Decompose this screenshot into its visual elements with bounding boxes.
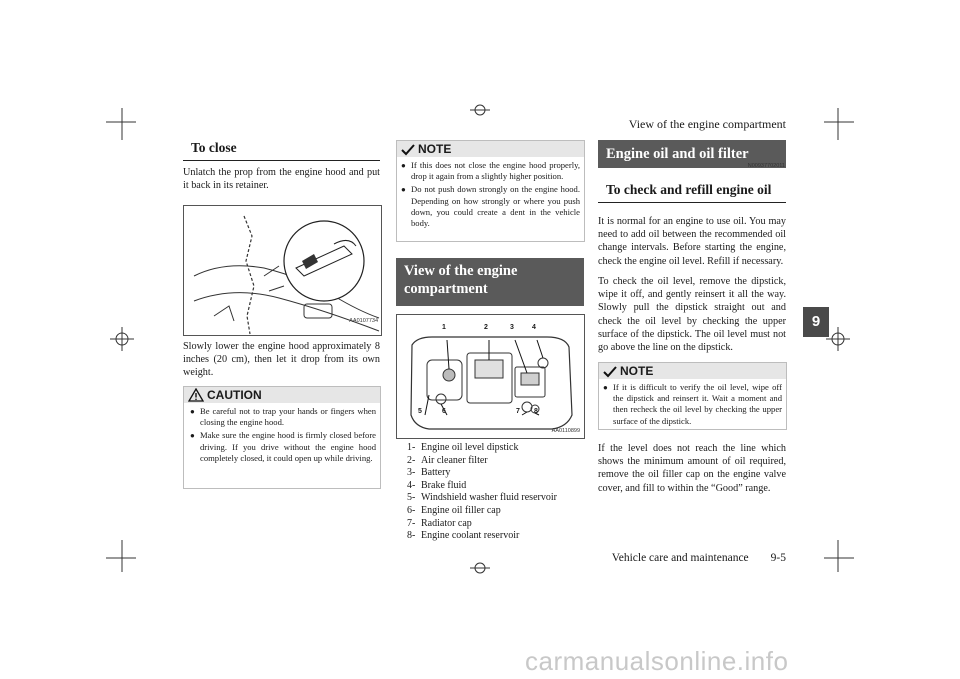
legend-item	[407, 455, 582, 468]
figure-callout-6: 6	[442, 408, 446, 415]
legend-text: Engine oil level dipstick	[421, 442, 519, 453]
note-title: NOTE	[620, 364, 654, 378]
caution-item	[190, 406, 376, 428]
figure-callouts	[396, 314, 583, 437]
legend-text: Air cleaner filter	[421, 454, 488, 466]
footer-page: 9-5	[770, 552, 786, 564]
hood-prop-figure	[183, 205, 382, 336]
figure-callout-8: 8	[534, 408, 538, 415]
legend-number: 8-	[407, 530, 416, 542]
figure-callout-7: 7	[516, 408, 520, 415]
bullet-dot-icon: ●	[190, 407, 195, 416]
running-footer	[612, 552, 786, 564]
legend-number: 4-	[407, 479, 416, 491]
legend-text: Engine oil filler cap	[421, 504, 501, 516]
caution-item	[190, 430, 376, 464]
note-check-icon	[401, 143, 415, 156]
note-box-hood	[396, 140, 585, 242]
close-instruction-para: Unlatch the prop from the engine hood and put it back in its retainer.	[183, 167, 380, 192]
component-legend	[407, 442, 582, 543]
note-item	[401, 160, 580, 182]
legend-item	[407, 492, 582, 505]
note-item	[401, 184, 580, 229]
legend-text: Engine coolant reservoir	[421, 530, 520, 542]
note-header	[397, 141, 584, 157]
note-title: NOTE	[418, 142, 452, 156]
refill-oil-para: If the level does not reach the line which shows the minimum amount of oil required, remove the oil filler cap on the engine valve cover, and fill to within the “Good” range.	[598, 443, 786, 494]
figure-code: AA0110899	[551, 428, 580, 434]
figure-callout-4: 4	[532, 324, 536, 331]
figure-callout-3: 3	[510, 324, 514, 331]
legend-number: 3-	[407, 467, 416, 479]
legend-item	[407, 480, 582, 493]
check-oil-para: To check the oil level, remove the dipstick, wipe it off, and gently reinsert it all the way. Slowly pull the dipstick straight out and check the oil level by checking the upper surface of the dipstick. The oil level must not go above the line on the dipstick.	[598, 276, 786, 354]
legend-number: 7-	[407, 517, 416, 529]
bullet-dot-icon: ●	[603, 383, 608, 392]
section-title-engine-oil: Engine oil and oil filter	[598, 140, 786, 168]
section-heading-to-close	[183, 136, 380, 161]
footer-section: Vehicle care and maintenance	[611, 552, 749, 564]
legend-number: 2-	[407, 454, 416, 466]
figure-callout-2: 2	[484, 324, 488, 331]
note-item-text: Do not push down strongly on the engine hood. Depending on how strongly or where you push down, you could create a dent in the vehicle body.	[411, 184, 580, 229]
legend-number: 5-	[407, 492, 416, 504]
caution-item-text: Be careful not to trap your hands or fingers when closing the engine hood.	[200, 406, 376, 428]
subheading-text: To check and refill engine oil	[606, 182, 772, 197]
legend-number: 1-	[407, 442, 416, 453]
caution-item-text: Make sure the engine hood is firmly closed before driving. If you drive without the engine hood completely closed, it could open up while driving.	[200, 430, 376, 463]
watermark: carmanualsonline.info	[525, 646, 789, 676]
note-item-text: If this does not close the engine hood properly, drop it again from a slightly higher position.	[411, 160, 580, 182]
figure-callout-5: 5	[418, 408, 422, 415]
bullet-dot-icon: ●	[401, 185, 406, 195]
legend-item	[407, 505, 582, 518]
legend-text: Brake fluid	[421, 479, 467, 491]
section-code: N00937702011	[747, 163, 785, 169]
legend-item	[407, 518, 582, 531]
note-check-icon	[603, 365, 617, 378]
note-header	[599, 363, 786, 379]
subheading-check-refill	[598, 176, 786, 203]
note-box-oil	[598, 362, 787, 430]
legend-number: 6-	[407, 504, 416, 516]
figure-code: AA0107734	[349, 318, 378, 324]
legend-item	[407, 467, 582, 480]
legend-text: Windshield washer fluid reservoir	[421, 492, 557, 504]
section-heading-text: To close	[191, 140, 237, 155]
legend-item	[407, 442, 582, 455]
hood-prop-drawing	[184, 206, 381, 335]
running-header: View of the engine compartment	[628, 117, 786, 131]
note-item	[603, 382, 782, 427]
caution-header	[184, 387, 380, 403]
legend-text: Radiator cap	[421, 517, 472, 529]
caution-title: CAUTION	[207, 388, 262, 402]
oil-usage-para: It is normal for an engine to use oil. You may need to add oil between the recommended oil change intervals. Before starting the engine, check the engine oil level. Refill if necessary.	[598, 216, 786, 267]
warning-triangle-icon	[188, 388, 204, 402]
bullet-dot-icon: ●	[190, 431, 195, 441]
legend-item	[407, 530, 582, 543]
lower-hood-para: Slowly lower the engine hood approximately 8 inches (20 cm), then let it drop from its own weight.	[183, 341, 380, 379]
chapter-tab: 9	[803, 307, 829, 337]
figure-callout-1: 1	[442, 324, 446, 331]
bullet-dot-icon: ●	[401, 161, 406, 170]
note-item-text: If it is difficult to verify the oil level, wipe off the dipstick and reinsert it. Wait a moment and then recheck the oil level by checking the upper surface of the dipstick.	[613, 382, 782, 426]
section-title-engine-compartment: View of the engine compartment	[396, 258, 584, 306]
caution-box	[183, 386, 381, 489]
legend-text: Battery	[421, 467, 451, 479]
